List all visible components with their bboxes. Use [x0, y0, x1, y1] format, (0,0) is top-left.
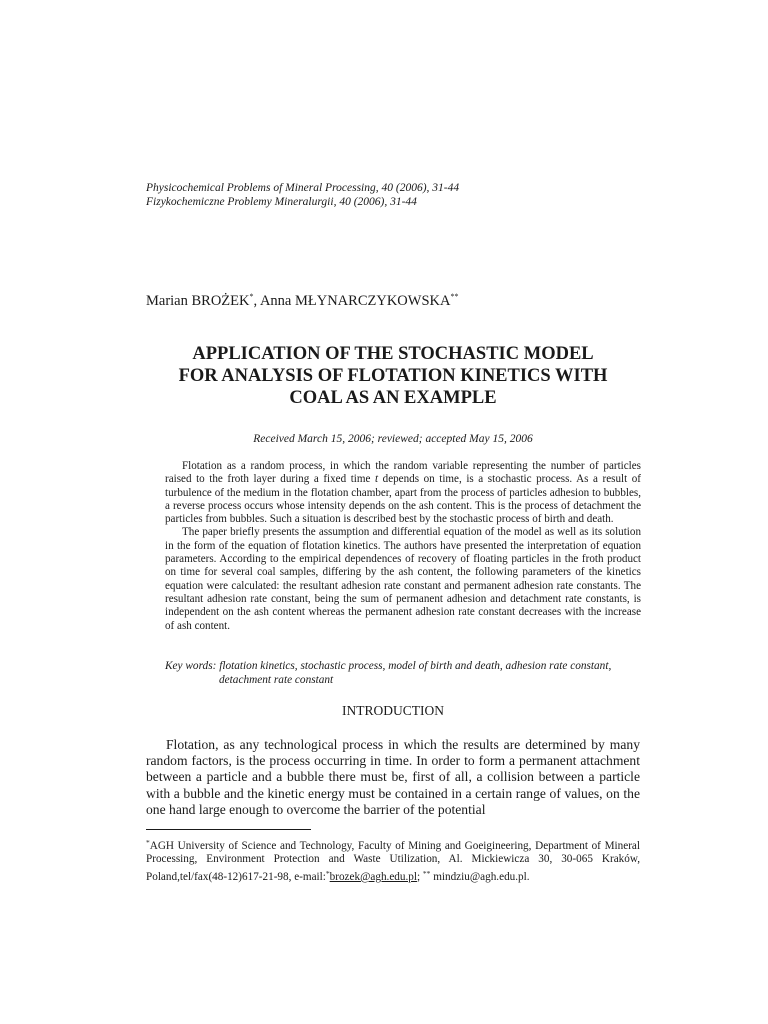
footnote-affiliation-text: AGH University of Science and Technology, Faculty of Mining and Goeigineering, Department of Mineral Processing, Environment Protection and Waste Utilization, Al. Mickiewicza 30, 30-065 Kraków, Poland,tel/fax(48-12)617-21-98, e-mail: [146, 840, 640, 883]
email-1-mark: * [325, 868, 330, 878]
journal-citation [146, 182, 626, 209]
abstract-p1-text-b: depends on time, is a stochastic process. As a result of turbulence of the medium in the flotation chamber, apart from the process of particles adhesion to bubbles, a reverse process occurs whose intensity depends on the ash content. This is the process of detachment the particles from bubbles. Such a situation is described best by the stochastic process of birth and death. [165, 473, 641, 526]
keywords-line-2: detachment rate constant [219, 674, 334, 686]
email-link-brozek[interactable]: brozek@agh.edu.pl [329, 870, 417, 883]
journal-line-polish: Fizykochemiczne Problemy Mineralurgii, 40 (2006), 31-44 [146, 195, 417, 208]
footnote-divider [146, 829, 311, 830]
abstract [165, 460, 641, 633]
section-heading-introduction: INTRODUCTION [342, 703, 444, 718]
abstract-paragraph-1 [165, 460, 641, 526]
author-brozek-footnote-mark: * [249, 292, 254, 301]
introduction-paragraph: Flotation, as any technological process in which the results are determined by many random factors, is the process occurring in time. In order to form a permanent attachment between a particle and a bubble there must be, first of all, a collision between a particle with a bubble and the kinetic energy must be contained in a certain range of values, on the one hand large enough to overcome the barrier of the potential [146, 737, 640, 817]
title-line-1: APPLICATION OF THE STOCHASTIC MODEL [192, 344, 594, 364]
email-separator: ; [416, 870, 423, 883]
footnote-mark: * [146, 838, 150, 847]
author-mlynarczykowska-footnote-mark: ** [450, 292, 459, 301]
author-mlynarczykowska: Anna MŁYNARCZYKOWSKA [259, 293, 451, 309]
keywords-line-1: flotation kinetics, stochastic process, model of birth and death, adhesion rate constant, [219, 660, 612, 672]
abstract-paragraph-2: The paper briefly presents the assumption and differential equation of the model as well as its solution in the form of the equation of flotation kinetics. The authors have presented the interpretation of equation parameters. According to the empirical dependences of recovery of floating particles in the froth product on time for several coal samples, differing by the ash content, the following parameters of the kinetics equation were calculated: the resultant adhesion rate constant and permanent adhesion rate constants. The resultant adhesion rate constant, being the sum of permanent adhesion and detachment rate constants, is independent on the ash content whereas the permanent adhesion rate constant decreases with the increase of ash content. [165, 526, 641, 632]
keywords [165, 659, 641, 687]
email-mindziu[interactable]: mindziu@agh.edu.pl. [430, 870, 530, 883]
title-line-3: COAL AS AN EXAMPLE [289, 388, 497, 408]
paper-title [146, 343, 640, 409]
received-dates: Received March 15, 2006; reviewed; accepted May 15, 2006 [253, 433, 533, 445]
affiliation-footnote [146, 836, 640, 884]
title-line-2: FOR ANALYSIS OF FLOTATION KINETICS WITH [178, 366, 608, 386]
journal-line-english: Physicochemical Problems of Mineral Processing, 40 (2006), 31-44 [146, 182, 460, 194]
abstract-p1-variable: t [374, 473, 379, 486]
email-2-mark: ** [422, 868, 431, 878]
abstract-p1-text-a: Flotation as a random process, in which the random variable representing the number of particles raised to the froth layer during a fixed time [165, 460, 641, 486]
author-separator: , [253, 293, 260, 309]
author-brozek: Marian BROŻEK [146, 293, 250, 309]
introduction-body [146, 737, 640, 818]
keywords-label: Key words: [165, 660, 220, 672]
author-list [146, 288, 626, 310]
